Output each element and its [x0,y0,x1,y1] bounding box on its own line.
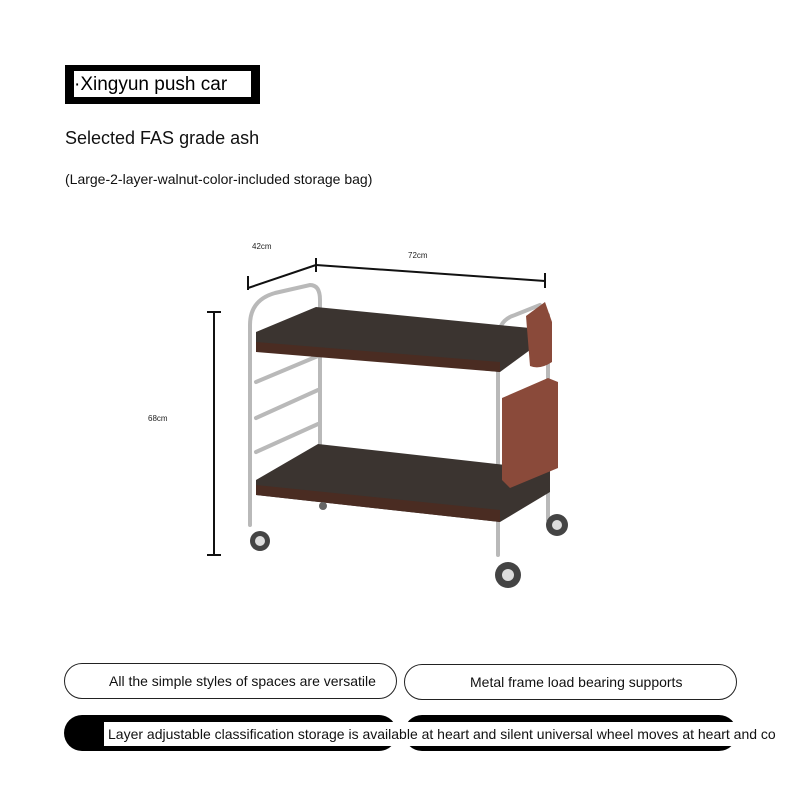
depth-label: 42cm [252,242,272,251]
cart-wheels [250,502,568,588]
product-subtitle: Selected FAS grade ash [65,128,260,148]
feature-pill-metal-frame [404,664,737,700]
product-note: (Large-2-layer-walnut-color-included storage bag) [65,171,373,187]
feature-label-layer-storage: Layer adjustable classification storage is available at heart and silent universal wheel moves at heart and co [104,722,800,746]
top-shelf [256,307,530,372]
product-title: ·Xingyun push car [74,71,251,97]
feature-label-metal-frame: Metal frame load bearing supports [470,674,683,690]
feature-pill-versatile [64,663,397,699]
width-label: 72cm [408,251,428,260]
feature-label-versatile: All the simple styles of spaces are versatile [109,673,376,689]
height-label: 68cm [148,414,168,423]
